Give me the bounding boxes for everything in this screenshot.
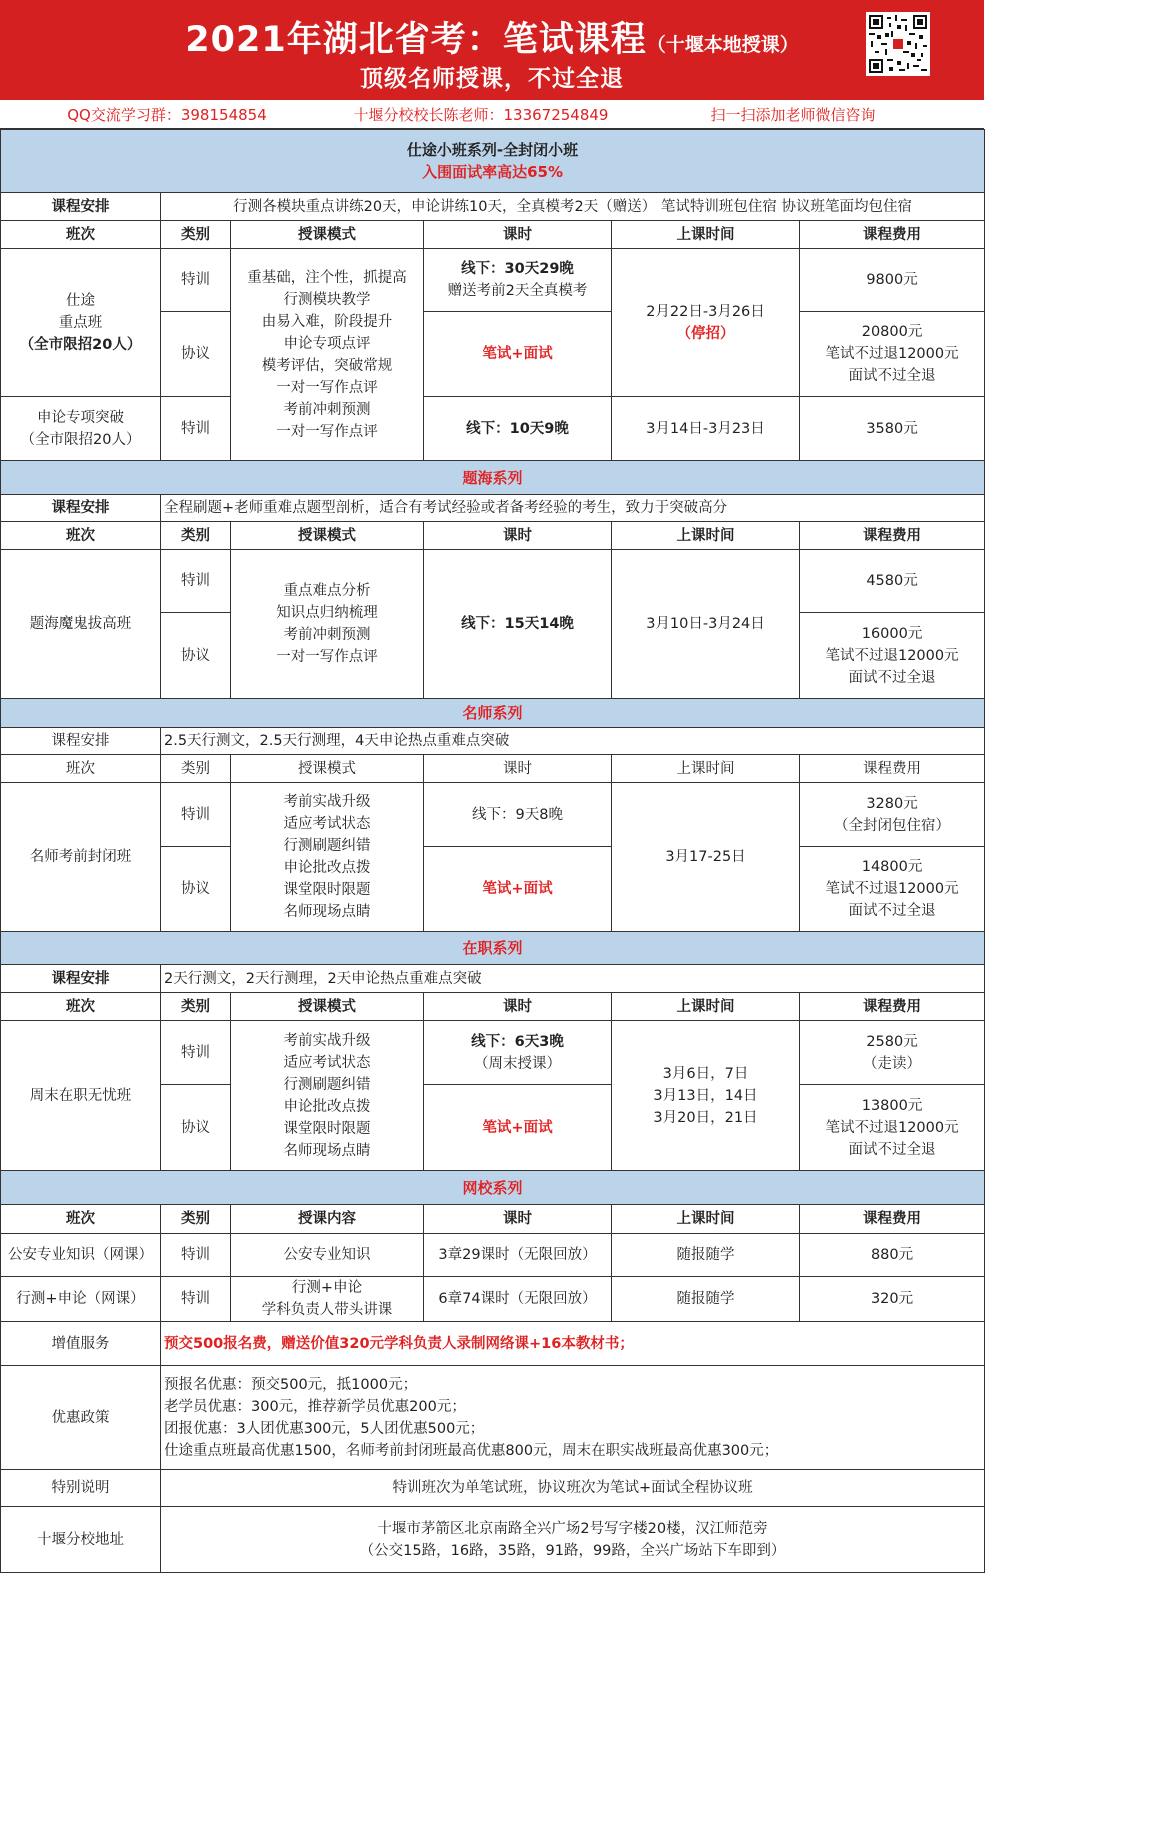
section-title: 仕途小班系列-全封闭小班 (406, 141, 579, 159)
class-time: 随报随学 (612, 1277, 800, 1322)
discount-text: 预报名优惠：预交500元，抵1000元； 老学员优惠：300元，推荐新学员优惠200元； 团报优惠：3人团优惠300元，5人团优惠500元； 仕途重点班最高优惠1500，名师考前封闭班最高优惠800元，周末在职实战班最高优惠300元； (161, 1366, 985, 1470)
class-hours: 线下：6天3晚 （周末授课） (424, 1021, 612, 1085)
table-row (1, 550, 985, 613)
class-type: 协议 (161, 312, 231, 397)
schedule-label: 课程安排 (1, 495, 161, 522)
class-fee: 9800元 (800, 249, 985, 312)
class-fee: 14800元 笔试不过退12000元 面试不过全退 (800, 847, 985, 932)
header-row: 班次 类别 授课内容 课时 上课时间 课程费用 (1, 1205, 985, 1234)
class-name: 仕途 重点班 （全市限招20人） (1, 249, 161, 397)
class-fee: 13800元 笔试不过退12000元 面试不过全退 (800, 1085, 985, 1171)
page-title: 2021年湖北省考：笔试课程（十堰本地授课） (185, 20, 799, 60)
class-name: 行测+申论（网课） (1, 1277, 161, 1322)
section-subtitle: 入围面试率高达65% (422, 163, 563, 181)
table-row (1, 249, 985, 312)
teaching-mode: 重点难点分析 知识点归纳梳理 考前冲刺预测 一对一写作点评 (231, 550, 424, 699)
schedule-text: 全程刷题+老师重难点题型剖析，适合有考试经验或者备考经验的考生，致力于突破高分 (161, 495, 985, 522)
class-hours: 线下：30天29晚 赠送考前2天全真模考 (424, 249, 612, 312)
contact-bar (0, 100, 984, 129)
class-time: 3月14日-3月23日 (612, 397, 800, 461)
note-label: 特别说明 (1, 1470, 161, 1507)
header-row: 班次 类别 授课模式 课时 上课时间 课程费用 (1, 522, 985, 550)
class-type: 协议 (161, 1085, 231, 1171)
schedule-text: 2天行测文，2天行测理，2天申论热点重难点突破 (161, 965, 985, 993)
teaching-mode: 考前实战升级 适应考试状态 行测刷题纠错 申论批改点拨 课堂限时限题 名师现场点睛 (231, 783, 424, 932)
value-added-text: 预交500报名费，赠送价值320元学科负责人录制网络课+16本教材书； (161, 1322, 985, 1366)
class-hours: 笔试+面试 (424, 1085, 612, 1171)
class-time: 2月22日-3月26日 （停招） (612, 249, 800, 397)
table-row (1, 1021, 985, 1085)
value-added-label: 增值服务 (1, 1322, 161, 1366)
class-hours: 3章29课时（无限回放） (424, 1234, 612, 1277)
class-fee: 320元 (800, 1277, 985, 1322)
class-hours: 线下：15天14晚 (424, 550, 612, 699)
page-slogan: 顶级名师授课，不过全退 (360, 66, 624, 92)
qq-group[interactable]: QQ交流学习群：398154854 (67, 105, 267, 124)
class-fee: 16000元 笔试不过退12000元 面试不过全退 (800, 613, 985, 699)
class-name: 题海魔鬼拔高班 (1, 550, 161, 699)
class-hours: 笔试+面试 (424, 312, 612, 397)
principal-phone[interactable]: 十堰分校校长陈老师：13367254849 (353, 105, 609, 124)
schedule-text: 行测各模块重点讲练20天，申论讲练10天，全真模考2天（赠送） 笔试特训班包住宿 协议班笔面均包住宿 (161, 193, 985, 221)
class-type: 协议 (161, 613, 231, 699)
wechat-hint: 扫一扫添加老师微信咨询 (710, 105, 876, 124)
class-time: 随报随学 (612, 1234, 800, 1277)
table-row (1, 1234, 985, 1277)
schedule-text: 2.5天行测文，2.5天行测理，4天申论热点重难点突破 (161, 728, 985, 755)
class-time: 3月10日-3月24日 (612, 550, 800, 699)
section-shitu-header (1, 130, 985, 193)
class-type: 特训 (161, 397, 231, 461)
section-zaizhi-header: 在职系列 (1, 932, 985, 965)
class-name: 申论专项突破 （全市限招20人） (1, 397, 161, 461)
class-fee: 3580元 (800, 397, 985, 461)
class-type: 特训 (161, 1234, 231, 1277)
class-type: 特训 (161, 249, 231, 312)
class-fee: 3280元 （全封闭包住宿） (800, 783, 985, 847)
header-row: 班次 类别 授课模式 课时 上课时间 课程费用 (1, 755, 985, 783)
discount-label: 优惠政策 (1, 1366, 161, 1470)
class-hours: 笔试+面试 (424, 847, 612, 932)
class-fee: 2580元 （走读） (800, 1021, 985, 1085)
table-row (1, 1277, 985, 1322)
table-row (1, 783, 985, 847)
course-table (0, 129, 985, 1573)
qr-code-icon[interactable] (866, 12, 930, 76)
schedule-label: 课程安排 (1, 965, 161, 993)
header-banner (0, 0, 984, 100)
class-hours: 线下：9天8晚 (424, 783, 612, 847)
section-wangxiao-header: 网校系列 (1, 1171, 985, 1205)
schedule-label: 课程安排 (1, 193, 161, 221)
note-text: 特训班次为单笔试班，协议班次为笔试+面试全程协议班 (161, 1470, 985, 1507)
class-hours: 6章74课时（无限回放） (424, 1277, 612, 1322)
class-hours: 线下：10天9晚 (424, 397, 612, 461)
class-content: 行测+申论 学科负责人带头讲课 (231, 1277, 424, 1322)
address-label: 十堰分校地址 (1, 1507, 161, 1573)
class-fee: 4580元 (800, 550, 985, 613)
teaching-mode: 重基础，注个性，抓提高 行测模块教学 由易入难，阶段提升 申论专项点评 模考评估，突破常规 一对一写作点评 考前冲刺预测 一对一写作点评 (231, 249, 424, 461)
class-time: 3月6日，7日 3月13日，14日 3月20日，21日 (612, 1021, 800, 1171)
address-text: 十堰市茅箭区北京南路全兴广场2号写字楼20楼，汉江师范旁 （公交15路，16路，35路，91路，99路，全兴广场站下车即到） (161, 1507, 985, 1573)
table-row (1, 397, 985, 461)
class-name: 周末在职无忧班 (1, 1021, 161, 1171)
section-mingshi-header: 名师系列 (1, 699, 985, 728)
class-name: 公安专业知识（网课） (1, 1234, 161, 1277)
header-row: 班次 类别 授课模式 课时 上课时间 课程费用 (1, 993, 985, 1021)
class-fee: 880元 (800, 1234, 985, 1277)
class-type: 特训 (161, 550, 231, 613)
class-name: 名师考前封闭班 (1, 783, 161, 932)
class-content: 公安专业知识 (231, 1234, 424, 1277)
schedule-label: 课程安排 (1, 728, 161, 755)
class-time: 3月17-25日 (612, 783, 800, 932)
teaching-mode: 考前实战升级 适应考试状态 行测刷题纠错 申论批改点拨 课堂限时限题 名师现场点睛 (231, 1021, 424, 1171)
class-type: 协议 (161, 847, 231, 932)
class-type: 特训 (161, 1277, 231, 1322)
class-type: 特训 (161, 783, 231, 847)
class-fee: 20800元 笔试不过退12000元 面试不过全退 (800, 312, 985, 397)
header-row: 班次 类别 授课模式 课时 上课时间 课程费用 (1, 221, 985, 249)
section-tihai-header: 题海系列 (1, 461, 985, 495)
class-type: 特训 (161, 1021, 231, 1085)
